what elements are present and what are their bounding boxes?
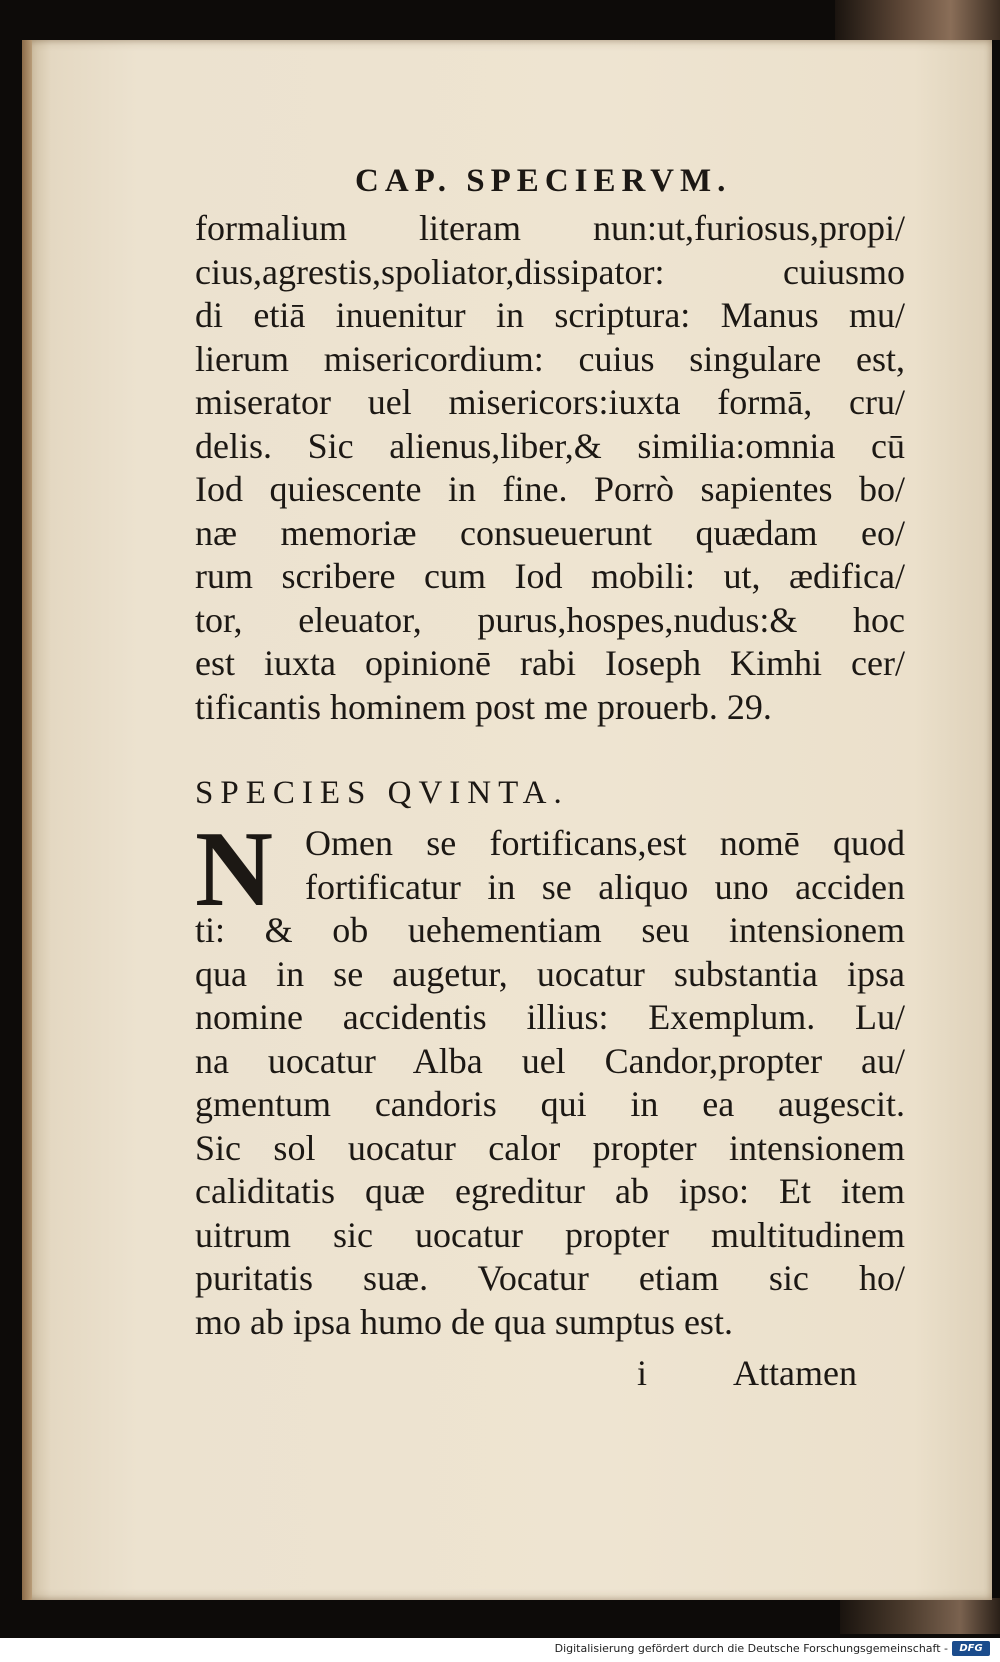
section-heading: SPECIES QVINTA. [195,775,569,811]
text-line: caliditatis quæ egreditur ab ipso: Et item [195,1171,905,1211]
text-line: rum scribere cum Iod mobili: ut, ædifica/ [195,556,905,596]
page-gutter-edge [22,40,32,1600]
text-line: gmentum candoris qui in ea augescit. [195,1084,905,1124]
text-line: tor, eleuator, purus,hospes,nudus:& hoc [195,599,905,640]
text-line: di etiā inuenitur in scriptura: Manus mu/ [195,295,905,335]
text-line: miserator uel misericors:iuxta formā, cru/ [195,382,905,422]
drop-cap-initial: N [195,810,273,929]
text-line: uitrum sic uocatur propter multitudinem [195,1214,905,1255]
text-line: næ memoriæ consueuerunt quædam eo/ [195,512,905,553]
text-line: mo ab ipsa humo de qua sumptus est. [195,1301,733,1342]
text-line: fortificatur in se aliquo uno acciden [305,866,905,907]
book-binding-top [835,0,1000,40]
dfg-logo: DFG [952,1641,990,1656]
text-line: nomine accidentis illius: Exemplum. Lu/ [195,997,905,1037]
text-line: qua in se augetur, uocatur substantia ipsa [195,953,905,994]
text-line: Omen se fortificans,est nomē quod [305,823,905,863]
running-head: CAP. SPECIERVM. [355,163,732,199]
text-line: est iuxta opinionē rabi Ioseph Kimhi cer/ [195,643,905,683]
text-line: Sic sol uocatur calor propter intensionem [195,1127,905,1168]
signature-mark: i [637,1353,648,1393]
text-line: ti: & ob uehementiam seu intensionem [195,910,905,950]
text-line: Iod quiescente in fine. Porrò sapientes bo/ [195,469,905,509]
text-line: tificantis hominem post me prouerb. 29. [195,686,772,727]
text-line: cius,agrestis,spoliator,dissipator: cuiusmo [195,251,905,292]
digitization-credit: Digitalisierung gefördert durch die Deutsche Forschungsgemeinschaft - [554,1642,948,1655]
catchword: Attamen [733,1353,857,1393]
text-line: lierum misericordium: cuius singulare est, [195,338,905,379]
text-line: na uocatur Alba uel Candor,propter au/ [195,1040,905,1081]
text-line: delis. Sic alienus,liber,& similia:omnia cū [195,425,905,466]
text-line: formalium literam nun:ut,furiosus,propi/ [195,208,905,248]
text-line: puritatis suæ. Vocatur etiam sic ho/ [195,1258,905,1298]
book-binding-bottom [840,1598,1000,1634]
